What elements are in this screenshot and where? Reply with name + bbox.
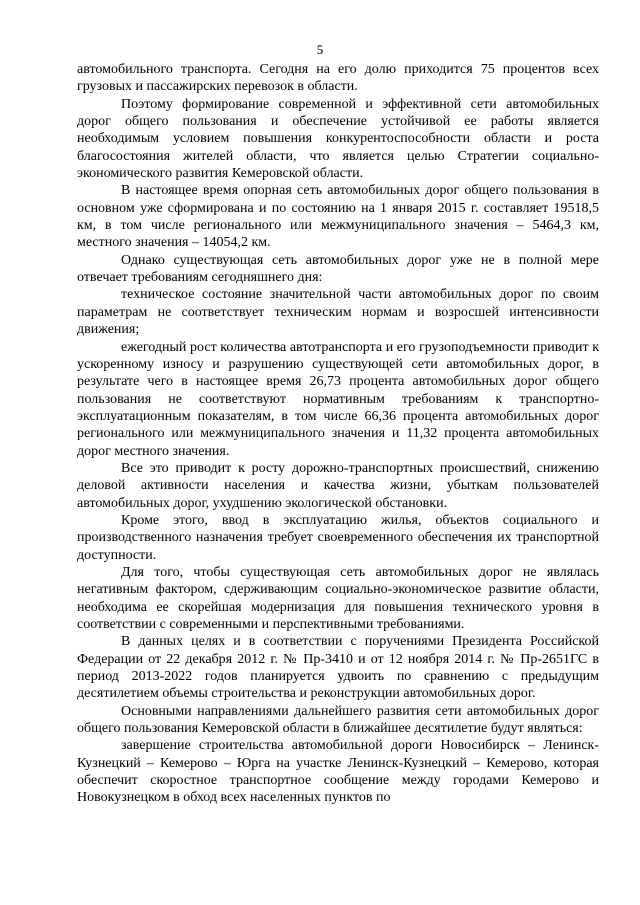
page-number: 5: [316, 42, 324, 57]
body-paragraph: Кроме этого, ввод в эксплуатацию жилья, объектов социального и производственного назначения требует своевременного обеспечения их транспортной доступности.: [77, 512, 599, 563]
body-paragraph: В данных целях и в соответствии с поручениями Президента Российской Федерации от 22 декабря 2012 г. № Пр-3410 и от 12 ноября 2014 г. № Пр-2651ГС в период 2013-2022 годов планируется удвоить по сравнению с предыдущим десятилетием объемы строительства и реконструкции автомобильных дорог.: [77, 634, 599, 702]
body-paragraph: техническое состояние значительной части автомобильных дорог по своим параметрам не соответствует техническим нормам и возросшей интенсивности движения;: [77, 287, 599, 338]
body-paragraph: Основными направлениями дальнейшего развития сети автомобильных дорог общего пользования Кемеровской области в ближайшее десятилетие будут являться:: [77, 703, 599, 737]
body-paragraph: Однако существующая сеть автомобильных дорог уже не в полной мере отвечает требованиям сегодняшнего дня:: [77, 252, 599, 286]
body-paragraph: Поэтому формирование современной и эффективной сети автомобильных дорог общего пользования и обеспечение устойчивой ее работы является необходимым условием повышения конкурентоспособности области и роста благосостояния жителей области, что является целью Стратегии социально-экономического развития Кемеровской области.: [77, 96, 599, 182]
body-paragraph: автомобильного транспорта. Сегодня на его долю приходится 75 процентов всех грузовых и пассажирских перевозок в области.: [77, 62, 599, 95]
body-paragraph: В настоящее время опорная сеть автомобильных дорог общего пользования в основном уже сформирована и по состоянию на 1 января 2015 г. составляет 19518,5 км, в том числе регионального или межмуниципального значения – 5464,3 км, местного значения – 14054,2 км.: [77, 183, 599, 251]
body-paragraph: Все это приводит к росту дорожно-транспортных происшествий, снижению деловой активности населения и качества жизни, убыткам пользователей автомобильных дорог, ухудшению экологической обстановки.: [77, 460, 599, 511]
body-paragraph: завершение строительства автомобильной дороги Новосибирск – Ленинск-Кузнецкий – Кемерово – Юрга на участке Ленинск-Кузнецкий – Кемерово, которая обеспечит скоростное транспортное сообщение между городами Кемерово и Новокузнецком в обход всех населенных пунктов по: [77, 738, 599, 806]
body-paragraph: ежегодный рост количества автотранспорта и его грузоподъемности приводит к ускоренному износу и разрушению существующей сети автомобильных дорог, в результате чего в настоящее время 26,73 процента автомобильных дорог общего пользования не соответствуют нормативным требованиям к транспортно-эксплуатационным показателям, в том числе 66,36 процента автомобильных дорог регионального или межмуниципального значения и 11,32 процента автомобильных дорог местного значения.: [77, 339, 599, 459]
document-body: [77, 61, 599, 807]
body-paragraph: Для того, чтобы существующая сеть автомобильных дорог не являлась негативным фактором, сдерживающим социально-экономическое развитие области, необходима ее скорейшая модернизация для повышения технического уровня в соответствии с современными и перспективными требованиями.: [77, 564, 599, 632]
